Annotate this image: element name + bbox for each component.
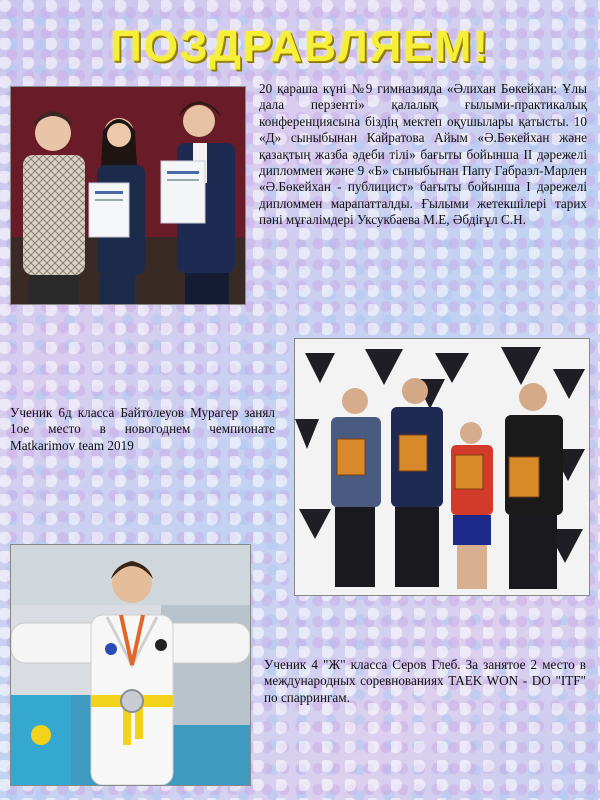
team-photo <box>294 338 590 596</box>
taekwondo-photo <box>10 544 251 786</box>
conference-photo <box>10 86 246 305</box>
page-title: ПОЗДРАВЛЯЕМ! <box>110 22 490 71</box>
news-item-matkarimov: Ученик 6д класса Байтолеуов Мурагер занял 1ое место в новогоднем чемпионате Matkarimov team 2019 <box>10 405 275 453</box>
news-item-conference: 20 қараша күні №9 гимназияда «Әлихан Бөкейхан: Ұлы дала перзенті» қалалық ғылыми-практикалық конференциясына біздің мектеп оқушылары қатысты. 10 «Д» сыныбынан Кайратова Айым «Ә.Бөкейхан және қазақтың жазба әдеби тілі» бағыты бойынша ІІ дәрежелі дипломмен және 9 «Б» сыныбынан Папу Габраэл-Марлен «Ә.Бөкейхан - публицист» бағыты бойынша І дәрежелі дипломмен марапатталды. Ғылыми жетекшілері тарих пәні мұғалімдері Уксукбаева М.Е, Әбдіғұл С.Н. <box>259 81 587 228</box>
news-item-taekwondo: Ученик 4 "Ж" класса Серов Глеб. За занятое 2 место в международных соревнованиях TAEK WON - DO "ITF" по спаррингам. <box>264 657 586 705</box>
